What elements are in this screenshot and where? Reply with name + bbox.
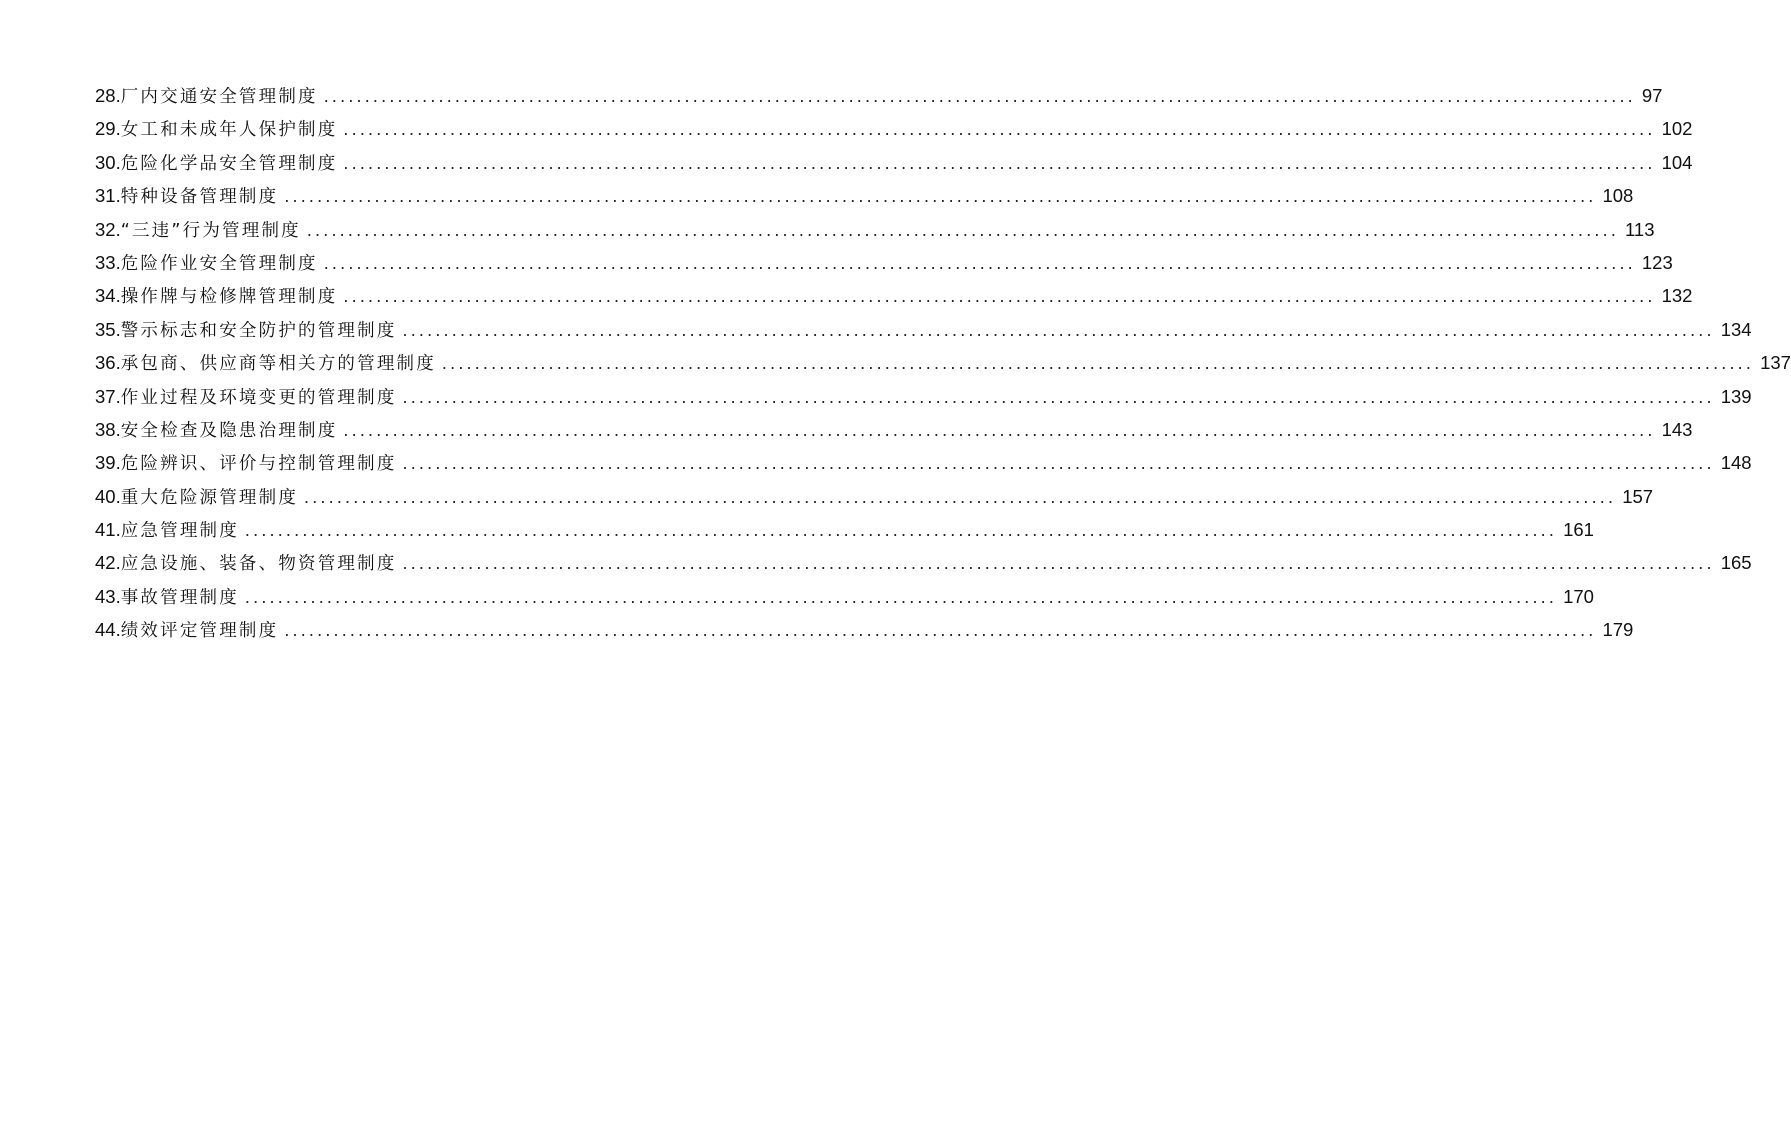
toc-entry[interactable] bbox=[95, 480, 1654, 513]
toc-entry-page: 139 bbox=[1720, 385, 1752, 407]
toc-entry-title: 承包商、供应商等相关方的管理制度 bbox=[120, 354, 436, 375]
toc-entry-title: 危险化学品安全管理制度 bbox=[120, 153, 338, 174]
toc-leader-dots: ................................................................................................................................................................ bbox=[441, 353, 1755, 374]
toc-entry[interactable] bbox=[95, 246, 1673, 279]
toc-entry-number: 36. bbox=[95, 352, 121, 374]
toc-entry-number: 40. bbox=[95, 485, 121, 507]
toc-entry-title: 危险辨识、评价与控制管理制度 bbox=[120, 454, 397, 475]
toc-entry-number: 29. bbox=[95, 118, 121, 140]
toc-entry-title: 警示标志和安全防护的管理制度 bbox=[120, 320, 397, 341]
toc-entry-title: 事故管理制度 bbox=[120, 587, 239, 608]
toc-entry-title: 操作牌与检修牌管理制度 bbox=[120, 287, 338, 308]
toc-entry[interactable] bbox=[95, 446, 1752, 479]
toc-entry-page: 170 bbox=[1563, 585, 1594, 607]
toc-entry-page: 134 bbox=[1720, 318, 1752, 340]
toc-entry-title: 应急管理制度 bbox=[120, 521, 239, 542]
toc-entry-number: 38. bbox=[95, 418, 121, 440]
toc-leader-dots: ................................................................................................................................................................ bbox=[284, 620, 1597, 641]
toc-entry-number: 31. bbox=[95, 185, 121, 207]
toc-leader-dots: ................................................................................................................................................................ bbox=[343, 119, 1656, 140]
table-of-contents bbox=[95, 79, 1791, 647]
toc-entry[interactable] bbox=[95, 112, 1693, 145]
toc-leader-dots: ................................................................................................................................................................ bbox=[343, 152, 1656, 173]
toc-entry-page: 165 bbox=[1720, 552, 1752, 574]
toc-entry[interactable] bbox=[95, 380, 1752, 413]
toc-entry-title: 特种设备管理制度 bbox=[120, 187, 279, 208]
toc-leader-dots: ................................................................................................................................................................ bbox=[323, 252, 1636, 273]
toc-entry-number: 33. bbox=[95, 251, 121, 273]
toc-entry-number: 43. bbox=[95, 585, 121, 607]
toc-entry-title: 危险作业安全管理制度 bbox=[120, 253, 318, 274]
toc-entry-page: 132 bbox=[1661, 285, 1693, 307]
toc-entry-page: 108 bbox=[1602, 185, 1634, 207]
toc-entry-title: 女工和未成年人保护制度 bbox=[120, 120, 338, 141]
toc-entry-page: 102 bbox=[1661, 118, 1693, 140]
toc-entry-title: 应急设施、装备、物资管理制度 bbox=[120, 554, 397, 575]
toc-leader-dots: ................................................................................................................................................................ bbox=[244, 586, 1558, 607]
toc-entry-title: 厂内交通安全管理制度 bbox=[120, 87, 318, 107]
toc-entry-page: 157 bbox=[1622, 485, 1654, 507]
toc-entry[interactable] bbox=[95, 546, 1752, 579]
toc-entry-title: 绩效评定管理制度 bbox=[120, 621, 279, 642]
toc-entry-number: 41. bbox=[95, 519, 121, 541]
toc-entry-title: 作业过程及环境变更的管理制度 bbox=[120, 387, 397, 408]
toc-entry-page: 137 bbox=[1760, 352, 1791, 374]
toc-entry-page: 148 bbox=[1720, 452, 1752, 474]
toc-entry-number: 35. bbox=[95, 318, 121, 340]
toc-leader-dots: ................................................................................................................................................................ bbox=[343, 286, 1656, 307]
toc-entry-number: 30. bbox=[95, 151, 121, 173]
toc-entry-number: 32. bbox=[95, 218, 121, 240]
toc-entry[interactable] bbox=[95, 313, 1752, 346]
toc-entry[interactable] bbox=[95, 580, 1594, 613]
toc-entry-page: 143 bbox=[1661, 418, 1693, 440]
toc-entry-page: 123 bbox=[1641, 251, 1673, 273]
toc-entry[interactable] bbox=[95, 213, 1655, 246]
toc-entry[interactable] bbox=[95, 413, 1693, 446]
toc-entry[interactable] bbox=[95, 146, 1693, 179]
toc-entry[interactable] bbox=[95, 346, 1791, 379]
toc-entry-number: 44. bbox=[95, 619, 121, 641]
toc-leader-dots: ................................................................................................................................................................ bbox=[402, 553, 1715, 574]
toc-entry-page: 179 bbox=[1602, 619, 1634, 641]
toc-entry-title: “三违”行为管理制度 bbox=[120, 220, 301, 241]
toc-leader-dots: ................................................................................................................................................................ bbox=[284, 186, 1597, 207]
toc-entry-number: 37. bbox=[95, 385, 121, 407]
toc-leader-dots: ................................................................................................................................................................ bbox=[402, 453, 1715, 474]
toc-entry-page: 104 bbox=[1661, 151, 1693, 173]
toc-leader-dots: ................................................................................................................................................................ bbox=[402, 386, 1715, 407]
toc-leader-dots: ................................................................................................................................................................ bbox=[323, 86, 1636, 106]
toc-leader-dots: ................................................................................................................................................................ bbox=[304, 486, 1617, 507]
toc-entry[interactable] bbox=[95, 513, 1594, 546]
toc-entry[interactable] bbox=[95, 179, 1634, 212]
toc-entry-number: 39. bbox=[95, 452, 121, 474]
toc-entry-page: 97 bbox=[1641, 85, 1663, 106]
toc-entry-number: 34. bbox=[95, 285, 121, 307]
toc-entry-number: 42. bbox=[95, 552, 121, 574]
toc-entry[interactable] bbox=[95, 613, 1634, 646]
toc-entry-number: 28. bbox=[95, 85, 121, 106]
toc-leader-dots: ................................................................................................................................................................ bbox=[402, 319, 1715, 340]
toc-entry-page: 113 bbox=[1625, 218, 1655, 240]
toc-leader-dots: ................................................................................................................................................................ bbox=[306, 219, 1620, 240]
toc-entry-page: 161 bbox=[1563, 519, 1594, 541]
toc-entry[interactable] bbox=[95, 79, 1663, 112]
toc-leader-dots: ................................................................................................................................................................ bbox=[343, 419, 1656, 440]
toc-entry-title: 安全检查及隐患治理制度 bbox=[120, 420, 338, 441]
toc-entry[interactable] bbox=[95, 279, 1693, 312]
toc-leader-dots: ................................................................................................................................................................ bbox=[244, 520, 1558, 541]
toc-entry-title: 重大危险源管理制度 bbox=[120, 487, 299, 508]
